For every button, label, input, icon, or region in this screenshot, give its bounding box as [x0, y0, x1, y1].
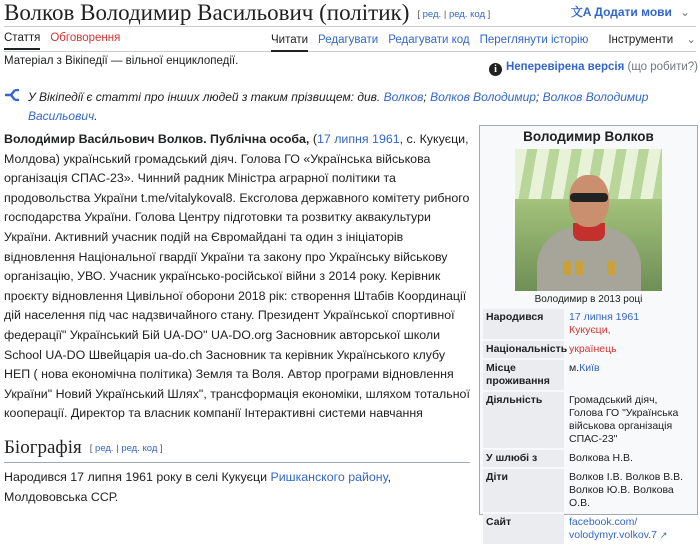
lead-bold: Володи́мир Васи́льович Волков. Публічна особа,	[4, 132, 310, 146]
tab-history[interactable]: Переглянути історію	[479, 34, 589, 46]
tools-label: Інструменти	[608, 34, 674, 46]
photo-caption: Володимир в 2013 році	[534, 294, 643, 305]
row-value: Волкова Н.В.	[569, 452, 633, 464]
info-icon: i	[489, 63, 502, 76]
row-label: У шлюбі з	[483, 450, 564, 467]
prefix: м.	[569, 362, 580, 374]
title-edit-links: [ ред. | ред. код ]	[417, 9, 491, 20]
row-value: Волков І.В. Волков В.В. Волков Ю.В. Волкова О.В.	[569, 471, 684, 509]
tagline: Матеріал з Вікіпедії — вільної енциклопедії.	[4, 55, 239, 67]
edit-code-link[interactable]: ред. код	[121, 443, 158, 454]
portrait-photo[interactable]	[515, 149, 662, 291]
add-languages-button[interactable]	[571, 3, 690, 20]
help-link[interactable]: (що робити?)	[627, 61, 698, 73]
lead-text: , с. Кукуєци, Молдова) український громадський діяч. Голова ГО «Українська військова організація СПАС-23». Чинний радник Міністра аграрної політики та продовольства України t.me/vitalykoval8. Ексголова державного комітету рибного господарства України. Голова Центру підготовки та розвитку аквакультури України. Активний учасник подій на Євромайдані та один з ініціаторів відновлення Національної гвардії України та закону про Українську військову організацію, УВО. Учасник українсько-російської війни з 2014 року. Керівник проєкту відновлення Цивільної оборони 2018 рік: створення Штабів Координації дій населення під час надзвичайного стану. Президент Української спортивної федерації" Український Бій UA-DO" UA-DO.org Засновник авторської школи School UA-DO Швейцарія ua-do.ch Засновник та керівник Українського клубу НЕП ( нова економічна політика) Земля та Воля. Автор програми відновлення України" Новий Український Шлях", трансформація економіки, шляхом тотальної кооперації. Директор та власник компанії Інтерактивні системи навчання	[4, 132, 470, 421]
bio-text: Народився 17 липня 1961 року в селі Кукуєци	[4, 470, 271, 484]
unreviewed-notice	[489, 61, 698, 76]
chevron-down-icon: ⌄	[686, 34, 696, 46]
tab-talk[interactable]: Обговорення	[50, 32, 121, 44]
unreviewed-link[interactable]: Неперевірена версія	[505, 61, 625, 73]
edit-link[interactable]: ред.	[422, 9, 442, 20]
hatnote-link[interactable]: Волков Володимир	[430, 90, 536, 104]
born-date-link[interactable]: 17 липня 1961	[569, 311, 640, 323]
row-label: Місце проживання	[483, 360, 564, 390]
row-label: Сайт	[483, 514, 564, 544]
row-label: Діяльність	[483, 392, 564, 448]
hatnote: У Вікіпедії є статті про інших людей з таким прізвищем: див. Волков; Волков Володимир; Волков Володимир Васильович.	[4, 88, 654, 126]
tab-edit-code[interactable]: Редагувати код	[388, 34, 470, 46]
row-label: Національність	[483, 341, 564, 358]
divider	[4, 26, 696, 27]
infobox-row-activity	[480, 391, 697, 449]
born-place-link[interactable]: Кукуєци,	[569, 324, 611, 336]
title-text: Волков Володимир Васильович (політик)	[4, 0, 410, 25]
hatnote-link[interactable]: Волков Володимир Васильович	[28, 90, 649, 123]
infobox-row-website	[480, 513, 697, 545]
chevron-down-icon: ⌄	[679, 5, 690, 19]
hatnote-link[interactable]: Волков	[383, 90, 424, 104]
tab-tools[interactable]	[598, 34, 696, 46]
row-value: Громадський діяч, Голова ГО "Українська військова організація СПАС-23"	[569, 394, 679, 445]
edit-code-link[interactable]: ред. код	[448, 9, 485, 20]
city-link[interactable]: Київ	[579, 362, 600, 374]
disambiguation-icon	[4, 89, 20, 101]
heading-text: Біографія	[4, 437, 82, 458]
page-tabs	[4, 32, 696, 52]
tab-edit[interactable]: Редагувати	[318, 34, 379, 46]
page-title	[4, 0, 490, 26]
section-heading-biography	[4, 437, 470, 463]
section-edit-links: [ ред. | ред. код ]	[89, 443, 163, 454]
infobox	[479, 125, 698, 541]
external-link-icon: ↗	[659, 530, 668, 540]
translate-icon: 文A	[570, 5, 592, 19]
infobox-title: Володимир Волков	[523, 129, 654, 144]
edit-link[interactable]: ред.	[95, 443, 114, 454]
district-link[interactable]: Ришканского району	[270, 470, 388, 484]
hatnote-text: У Вікіпедії є статті про інших людей з таким прізвищем: див.	[28, 90, 381, 104]
infobox-row-residence	[480, 359, 697, 391]
infobox-row-children	[480, 468, 697, 513]
biography-paragraph	[4, 468, 472, 507]
website-link[interactable]: facebook.com/ volodymyr.volkov.7	[569, 516, 657, 541]
bio-text: , Молдововська ССР.	[4, 470, 392, 504]
infobox-row-nationality	[480, 340, 697, 359]
tab-read[interactable]: Читати	[271, 34, 308, 52]
paren: (	[309, 132, 317, 146]
tab-article[interactable]: Стаття	[4, 32, 40, 50]
lead-paragraph	[4, 130, 472, 424]
infobox-row-spouse	[480, 449, 697, 468]
infobox-row-born	[480, 308, 697, 340]
nationality-link[interactable]: українець	[569, 343, 617, 355]
birth-date-link[interactable]: 17 липня 1961	[316, 132, 400, 146]
row-label: Народився	[483, 309, 564, 339]
add-languages-label: Додати мови	[594, 5, 672, 19]
row-label: Діти	[483, 469, 564, 512]
